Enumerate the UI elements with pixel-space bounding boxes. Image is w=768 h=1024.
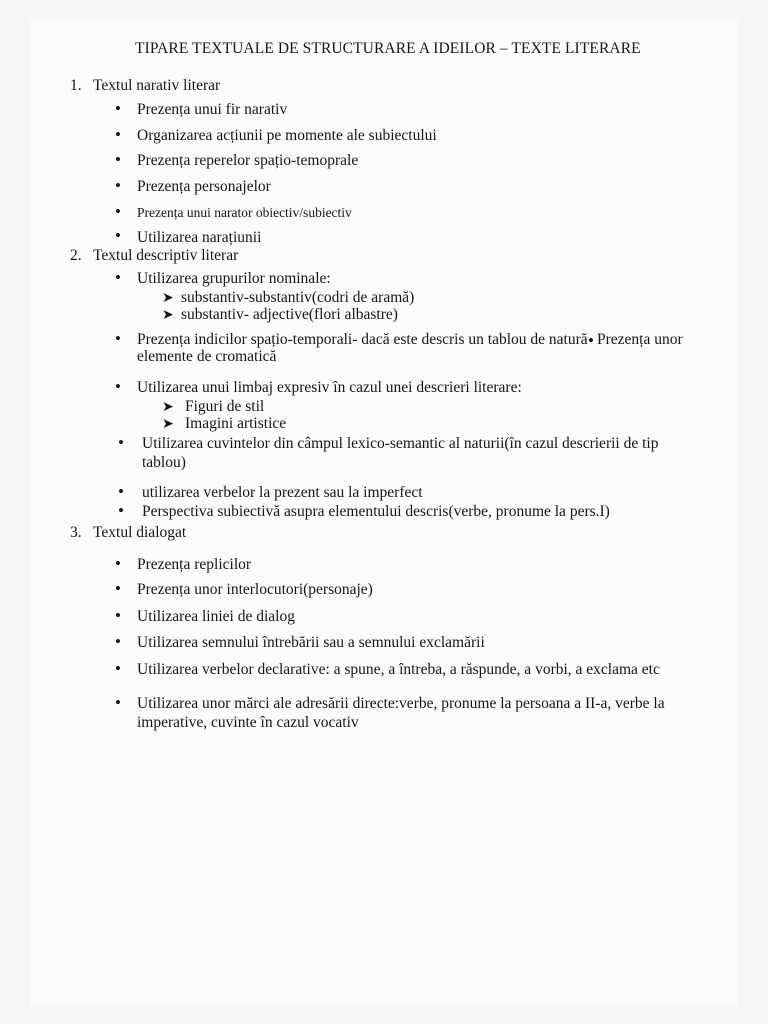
list-item-continuation: imperative, cuvinte în cazul vocativ <box>137 714 359 731</box>
sub-list-item: Imagini artistice <box>185 415 287 432</box>
bullet-icon: • <box>115 150 121 169</box>
section-number: 1. <box>70 77 82 94</box>
list-item: Perspectiva subiectivă asupra elementului descris(verbe, pronume la pers.I) <box>142 503 610 520</box>
list-item: Prezența unui narator obiectiv/subiectiv <box>137 205 352 220</box>
sub-list-item: substantiv-substantiv(codri de aramă) <box>181 289 415 306</box>
list-item: Organizarea acțiunii pe momente ale subiectului <box>137 127 437 144</box>
section-number: 3. <box>70 524 82 541</box>
sub-list-item: substantiv- adjective(flori albastre) <box>181 306 398 323</box>
bullet-icon: • <box>115 693 121 712</box>
bullet-icon: • <box>115 268 121 287</box>
arrow-bullet-icon: ➤ <box>162 400 174 415</box>
list-item: Utilizarea unor mărci ale adresării directe:verbe, pronume la persoana a II-a, verbe la <box>137 695 665 712</box>
section-number: 2. <box>70 247 82 264</box>
section-heading: Textul descriptiv literar <box>93 247 239 264</box>
bullet-icon: • <box>115 176 121 195</box>
list-item: Utilizarea verbelor declarative: a spune, a întreba, a răspunde, a vorbi, a exclama etc <box>137 661 660 678</box>
bullet-icon: • <box>115 606 121 625</box>
list-item: Prezența unor <box>597 331 683 348</box>
list-item: Prezența unui fir narativ <box>137 101 288 118</box>
list-item: Prezența indicilor spațio-temporali- dacă este descris un tablou de natură <box>137 331 588 348</box>
bullet-icon: • <box>115 377 121 396</box>
list-item: Prezența personajelor <box>137 178 271 195</box>
list-item: Prezența unor interlocutori(personaje) <box>137 581 373 598</box>
list-item: Utilizarea unui limbaj expresiv în cazul unei descrieri literare: <box>137 379 522 396</box>
bullet-icon: • <box>115 125 121 144</box>
bullet-icon: • <box>118 433 124 452</box>
arrow-bullet-icon: ➤ <box>162 291 174 306</box>
bullet-icon: • <box>115 329 121 348</box>
bullet-icon: • <box>115 99 121 118</box>
list-item: Prezența reperelor spațio-temoprale <box>137 152 359 169</box>
section-heading: Textul dialogat <box>93 524 187 541</box>
list-item: Utilizarea grupurilor nominale: <box>137 270 331 287</box>
bullet-icon: • <box>118 482 124 501</box>
list-item: Utilizarea semnului întrebării sau a semnului exclamării <box>137 634 485 651</box>
bullet-icon: • <box>115 554 121 573</box>
bullet-icon: • <box>118 501 124 520</box>
list-item: Utilizarea narațiunii <box>137 229 262 246</box>
sub-list-item: Figuri de stil <box>185 398 265 415</box>
list-item-continuation: elemente de cromatică <box>137 348 277 365</box>
bullet-icon: • <box>115 659 121 678</box>
arrow-bullet-icon: ➤ <box>162 308 174 323</box>
document-title: TIPARE TEXTUALE DE STRUCTURARE A IDEILOR – TEXTE LITERARE <box>135 40 641 57</box>
arrow-bullet-icon: ➤ <box>162 417 174 432</box>
section-heading: Textul narativ literar <box>93 77 221 94</box>
bullet-icon: • <box>115 202 121 221</box>
list-item: utilizarea verbelor la prezent sau la imperfect <box>142 484 423 501</box>
list-item-continuation: tablou) <box>142 454 186 471</box>
list-item: Prezența replicilor <box>137 556 252 573</box>
bullet-icon: • <box>115 226 121 245</box>
bullet-icon: • <box>588 331 594 350</box>
list-item: Utilizarea cuvintelor din câmpul lexico-semantic al naturii(în cazul descrierii de tip <box>142 435 659 452</box>
list-item: Utilizarea liniei de dialog <box>137 608 295 625</box>
bullet-icon: • <box>115 632 121 651</box>
bullet-icon: • <box>115 579 121 598</box>
